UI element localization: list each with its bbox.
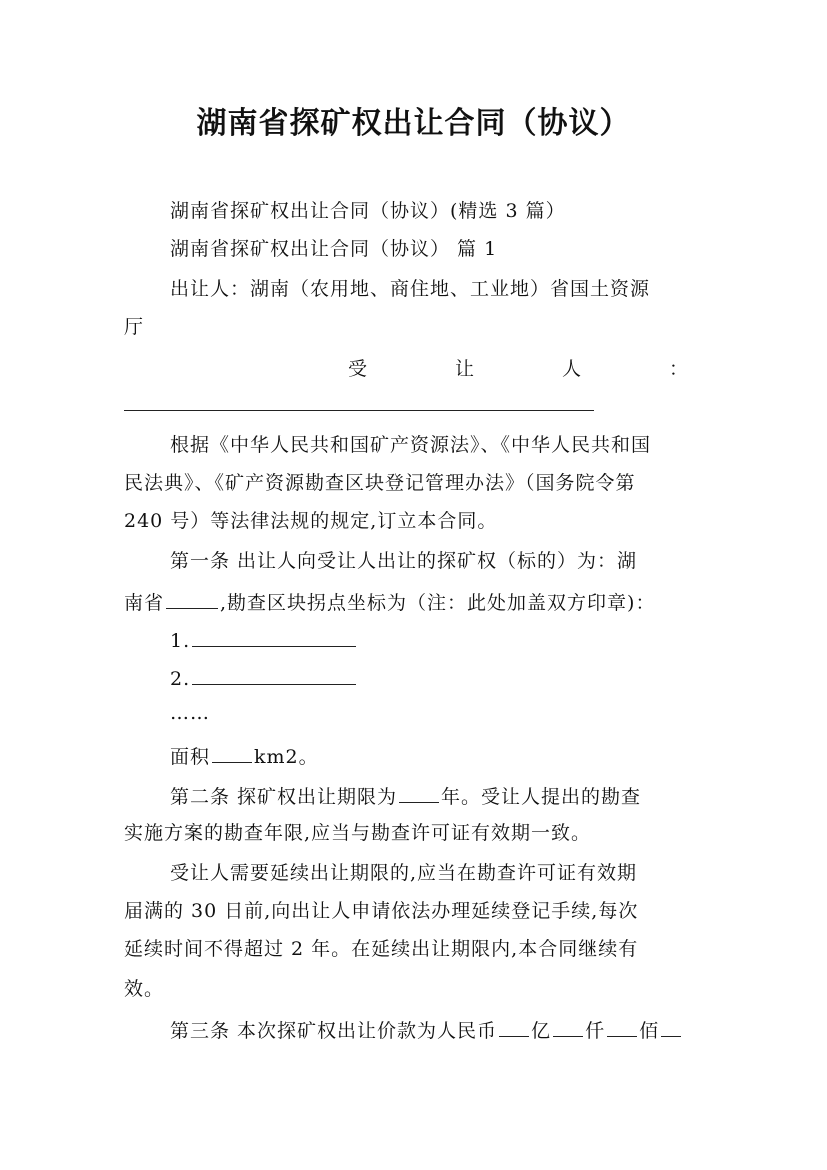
transferor-line-cont: 厅 xyxy=(124,316,145,338)
item-number: 2. xyxy=(170,668,191,690)
coordinate-item xyxy=(170,626,760,654)
transferor-line: 出让人：湖南（农用地、商住地、工业地）省国土资源 xyxy=(170,278,651,300)
text-segment: ,勘查区块拐点坐标为（注：此处加盖双方印章)： xyxy=(220,592,656,614)
paragraph-line: 民法典》、《矿产资源勘查区块登记管理办法》（国务院令第 xyxy=(124,472,636,494)
document-title: 湖南省探矿权出让合同（协议） xyxy=(196,106,631,141)
text-segment: 亿 xyxy=(531,1020,552,1042)
transferee-char: 受 xyxy=(348,358,368,380)
blank-underline xyxy=(499,1016,529,1037)
blank-underline xyxy=(212,742,252,763)
article-one-line-cont xyxy=(124,588,714,616)
blank-underline xyxy=(192,626,356,647)
coordinate-item xyxy=(170,664,760,692)
blank-underline xyxy=(661,1016,681,1037)
area-line xyxy=(170,742,760,770)
blank-underline xyxy=(166,588,218,609)
text-segment: 面积 xyxy=(170,746,211,768)
subtitle-line: 湖南省探矿权出让合同（协议）(精选 3 篇） xyxy=(170,200,566,222)
paragraph-line: 240 号）等法律法规的规定,订立本合同。 xyxy=(124,510,498,532)
blank-underline xyxy=(553,1016,583,1037)
article-one-line: 第一条 出让人向受让人出让的探矿权（标的）为：湖 xyxy=(170,550,638,572)
paragraph-line: 效。 xyxy=(124,978,165,1000)
section-heading: 湖南省探矿权出让合同（协议） 篇 1 xyxy=(170,238,498,260)
article-three-line xyxy=(170,1016,760,1044)
text-segment: 南省 xyxy=(124,592,165,614)
text-segment: km2。 xyxy=(254,746,319,768)
paragraph-line: 受让人需要延续出让期限的,应当在勘查许可证有效期 xyxy=(170,862,638,884)
transferee-char: ： xyxy=(668,358,688,380)
paragraph-line: 届满的 30 日前,向出让人申请依法办理延续登记手续,每次 xyxy=(124,900,639,922)
paragraph-line: 根据《中华人民共和国矿产资源法》、《中华人民共和国 xyxy=(170,434,652,456)
blank-underline xyxy=(607,1016,637,1037)
ellipsis-line: …… xyxy=(170,702,210,724)
paragraph-line: 延续时间不得超过 2 年。在延续出让期限内,本合同继续有 xyxy=(124,938,639,960)
transferee-label xyxy=(348,354,688,381)
transferee-char: 人 xyxy=(561,358,581,380)
text-segment: 仟 xyxy=(585,1020,606,1042)
item-number: 1. xyxy=(170,630,191,652)
text-segment: 第二条 探矿权出让期限为 xyxy=(170,786,398,808)
text-segment: 年。受让人提出的勘查 xyxy=(441,786,642,808)
blank-underline xyxy=(399,782,439,803)
text-segment: 第三条 本次探矿权出让价款为人民币 xyxy=(170,1020,498,1042)
article-two-line xyxy=(170,782,760,810)
text-segment: 佰 xyxy=(639,1020,660,1042)
blank-underline xyxy=(192,664,356,685)
paragraph-line: 实施方案的勘查年限,应当与勘查许可证有效期一致。 xyxy=(124,822,592,844)
transferee-blank-line xyxy=(124,410,594,411)
transferee-char: 让 xyxy=(454,358,474,380)
